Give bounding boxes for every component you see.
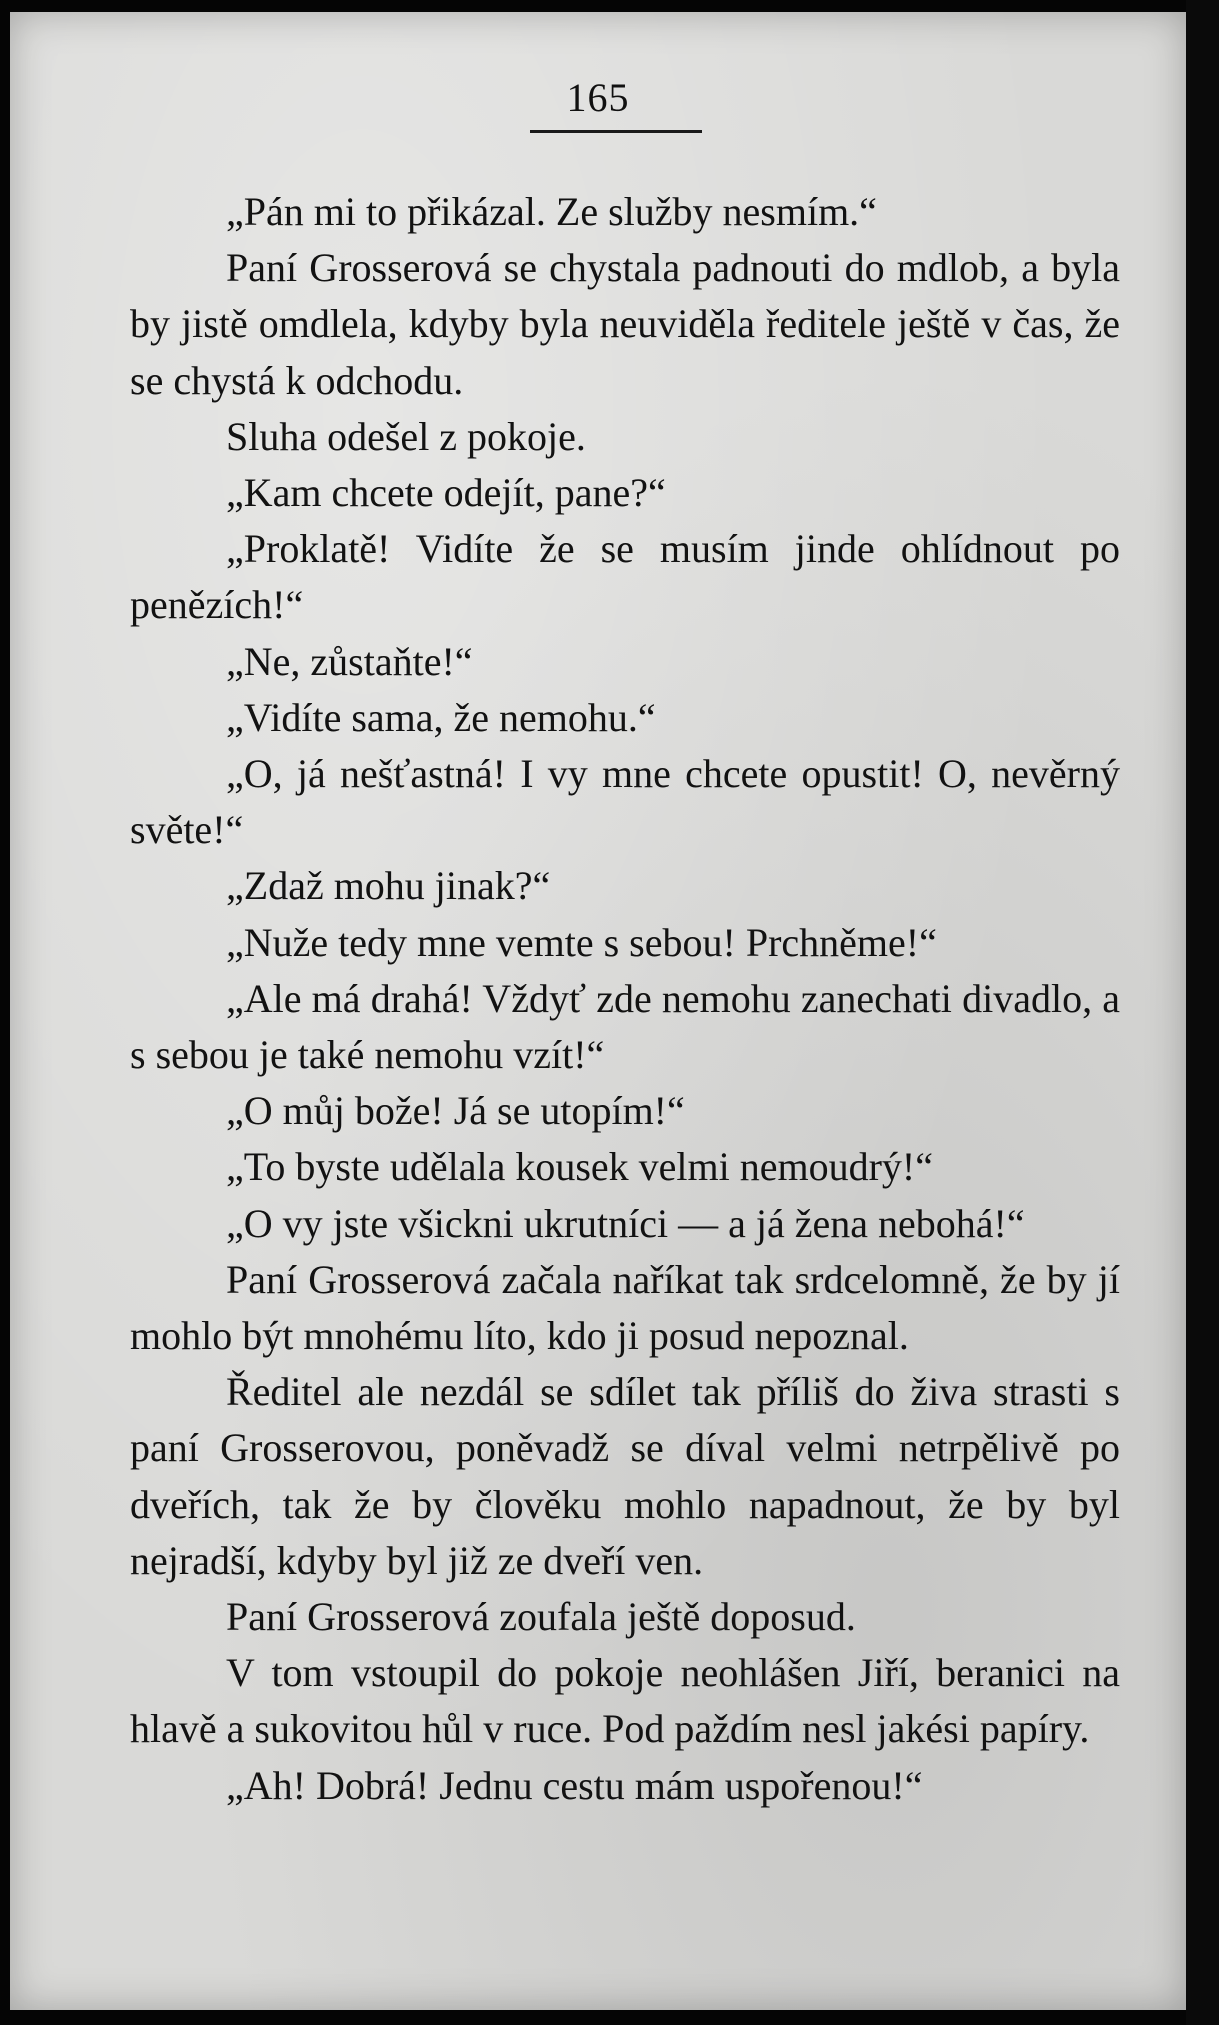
paragraph: „Ale má drahá! Vždyť zde nemohu zanechati divadlo, a s sebou je také nemohu vzít!“ <box>130 975 1120 1078</box>
paragraph: „Ah! Dobrá! Jednu cestu mám uspořenou!“ <box>226 1762 923 1808</box>
header-rule <box>530 130 702 133</box>
paragraph: Paní Grosserová zoufala ještě doposud. <box>226 1594 856 1640</box>
paragraph: „Zdaž mohu jinak?“ <box>226 863 551 909</box>
book-page <box>10 12 1186 2010</box>
paragraph: „Vidíte sama, že nemohu.“ <box>226 694 656 740</box>
paragraph: Paní Grosserová začala naříkat tak srdcelomně, že by jí mohlo být mnohému líto, kdo ji posud nepoznal. <box>130 1256 1120 1359</box>
scan-border <box>1186 0 1219 2025</box>
paragraph: „O, já nešťastná! I vy mne chcete opustit! O, nevěrný světe!“ <box>130 751 1120 853</box>
body-text <box>130 184 1120 1814</box>
paragraph: „O vy jste všickni ukrutníci — a já žena nebohá!“ <box>226 1200 1025 1246</box>
paragraph: „O můj bože! Já se utopím!“ <box>226 1088 685 1134</box>
paragraph: „Pán mi to přikázal. Ze služby nesmím.“ <box>226 189 877 234</box>
paragraph: „Ne, zůstaňte!“ <box>226 638 473 684</box>
paragraph: „Nuže tedy mne vemte s sebou! Prchněme!“ <box>226 919 937 965</box>
page-number: 165 <box>566 75 630 120</box>
paragraph: Ředitel ale nezdál se sdílet tak příliš do živa strasti s paní Grosserovou, poněvadž se díval velmi netrpělivě po dveřích, tak že by člověku mohlo napadnout, že by byl nejradší, kdyby byl již ze dveří ven. <box>130 1369 1120 1583</box>
paragraph: Sluha odešel z pokoje. <box>226 413 586 459</box>
paragraph: „Proklatě! Vidíte že se musím jinde ohlídnout po penězích!“ <box>130 526 1120 628</box>
paragraph: „To byste udělala kousek velmi nemoudrý!“ <box>226 1144 933 1190</box>
paragraph: „Kam chcete odejít, pane?“ <box>226 470 666 516</box>
paragraph: V tom vstoupil do pokoje neohlášen Jiří, beranici na hlavě a sukovitou hůl v ruce. Pod paždím nesl jakési papíry. <box>130 1650 1120 1752</box>
paragraph: Paní Grosserová se chystala padnouti do mdlob, a byla by jistě omdlela, kdyby byla neuviděla ředitele ještě v čas, že se chystá k odchodu. <box>130 245 1120 403</box>
